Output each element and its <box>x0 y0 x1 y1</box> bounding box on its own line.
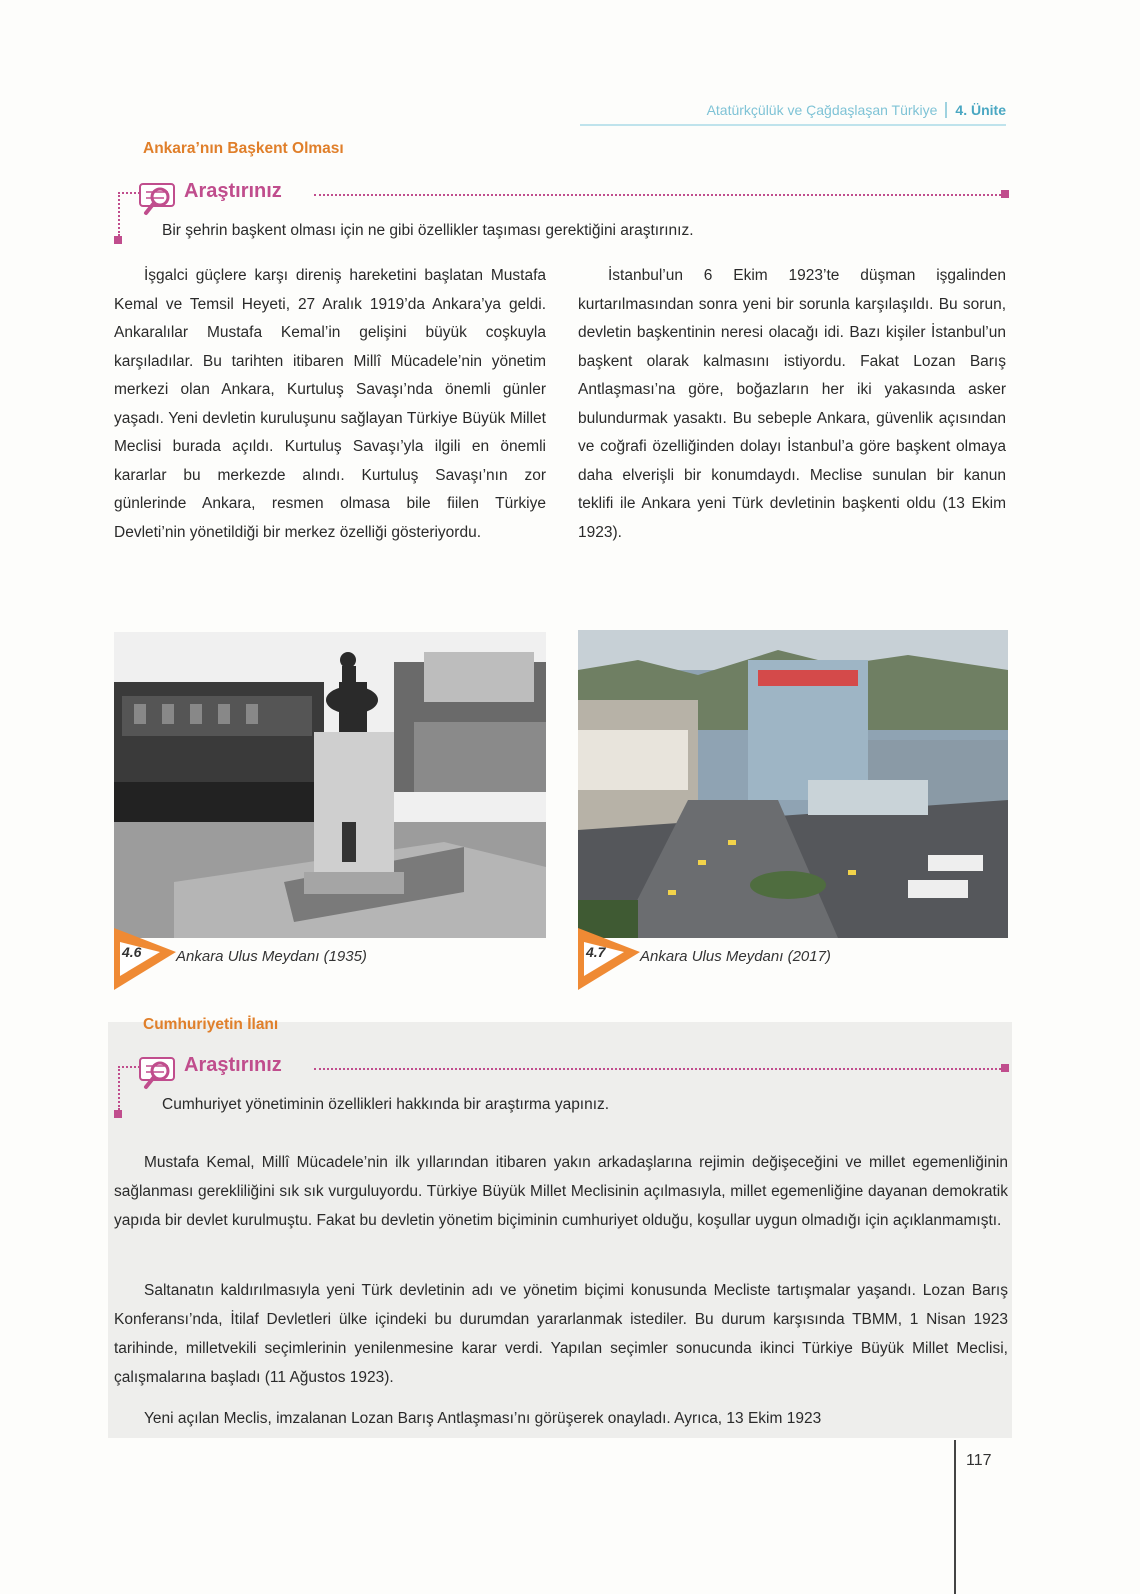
unit-title: Atatürkçülük ve Çağdaşlaşan Türkiye <box>706 102 938 118</box>
research-box-2 <box>114 1056 1009 1124</box>
photo-ulus-2017 <box>578 630 1008 938</box>
section-title-capital: Ankara’nın Başkent Olması <box>143 140 344 157</box>
research-box-1 <box>114 182 1009 250</box>
running-header <box>580 102 1006 126</box>
page-number-rule <box>954 1440 956 1594</box>
figure-caption-4-6: Ankara Ulus Meydanı (1935) <box>176 948 367 965</box>
paragraph-2: Saltanatın kaldırılmasıyla yeni Türk devletinin adı ve yönetim biçimi konusunda Mecliste tartışmalar yaşandı. Lozan Barış Konferansı’nda, İtilaf Devletleri ülke içindeki bu durumdan yararlanmak istediler. Bu durum karşısında TBMM, 1 Nisan 1923 tarihinde, milletvekili seçimlerinin yenilenmesine karar verdi. Yapılan seçimler sonucunda ikinci Türkiye Büyük Millet Meclisi, çalışmalarına başladı (11 Ağustos 1923). <box>114 1282 1008 1386</box>
research-prompt: Cumhuriyet yönetiminin özellikleri hakkında bir araştırma yapınız. <box>162 1096 610 1113</box>
figure-caption-4-7: Ankara Ulus Meydanı (2017) <box>640 948 831 965</box>
research-prompt: Bir şehrin başkent olması için ne gibi özellikler taşıması gerektiğini araştırınız. <box>162 222 694 239</box>
research-label: Araştırınız <box>184 180 282 202</box>
research-label: Araştırınız <box>184 1054 282 1076</box>
unit-number: 4. Ünite <box>955 102 1006 118</box>
body-column-right: İstanbul’un 6 Ekim 1923’te düşman işgalinden kurtarılmasından sonra yeni bir sorunla karşılaşıldı. Bu sorun, devletin başkentinin neresi olacağı idi. Bazı kişiler İstanbul’un başkent olarak kalmasını istiyordu. Fakat Lozan Barış Antlaşması’na göre, boğazların her iki yakasında asker bulundurmak yasaktı. Bu sebeple Ankara, güvenlik açısından ve coğrafi özelliğinden dolayı İstanbul’a göre başkent olmaya daha elverişli bir konumdaydı. Meclise sunulan bir kanun teklifi ile Ankara yeni Türk devletinin başkenti oldu (13 Ekim 1923). <box>578 267 1006 541</box>
page-number: 117 <box>966 1452 992 1469</box>
paragraph-1: Mustafa Kemal, Millî Mücadele’nin ilk yıllarından itibaren yakın arkadaşlarına rejimin değişeceğini ve millet egemenliğinin sağlanması gerekliliğini sık sık vurguluyordu. Türkiye Büyük Millet Meclisinin açılmasıyla, millet egemenliğine dayanan demokratik yapıda bir devlet kurulmuştu. Fakat bu devletin yönetim biçiminin cumhuriyet olduğu, koşullar uygun olmadığı için açıklanmamıştı. <box>114 1154 1008 1229</box>
figure-number-4-7: 4.7 <box>586 944 606 960</box>
photo-ulus-1935 <box>114 632 546 938</box>
section-title-republic: Cumhuriyetin İlanı <box>143 1016 279 1033</box>
magnifier-icon <box>138 1054 180 1090</box>
paragraph-3: Yeni açılan Meclis, imzalanan Lozan Barış Antlaşması’nı görüşerek onayladı. Ayrıca, 13 Ekim 1923 <box>144 1410 822 1427</box>
figure-number-4-6: 4.6 <box>122 944 142 960</box>
header-separator <box>945 102 947 118</box>
magnifier-icon <box>138 180 180 216</box>
body-column-left: İşgalci güçlere karşı direniş hareketini başlatan Mustafa Kemal ve Temsil Heyeti, 27 Aralık 1919’da Ankara’ya geldi. Ankaralılar Mustafa Kemal’in gelişini büyük coşkuyla karşıladılar. Bu tarihten itibaren Millî Mücadele’nin yönetim merkezi olan Ankara, Kurtuluş Savaşı’nda önemli günler yaşadı. Yeni devletin kuruluşunu sağlayan Türkiye Büyük Millet Meclisi burada açıldı. Kurtuluş Savaşı’yla ilgili en önemli kararlar bu merkezde alındı. Kurtuluş Savaşı’nın zor günlerinde Ankara, resmen olmasa bile fiilen Türkiye Devleti’nin yönetildiği bir merkez özelliği gösteriyordu. <box>114 267 546 541</box>
